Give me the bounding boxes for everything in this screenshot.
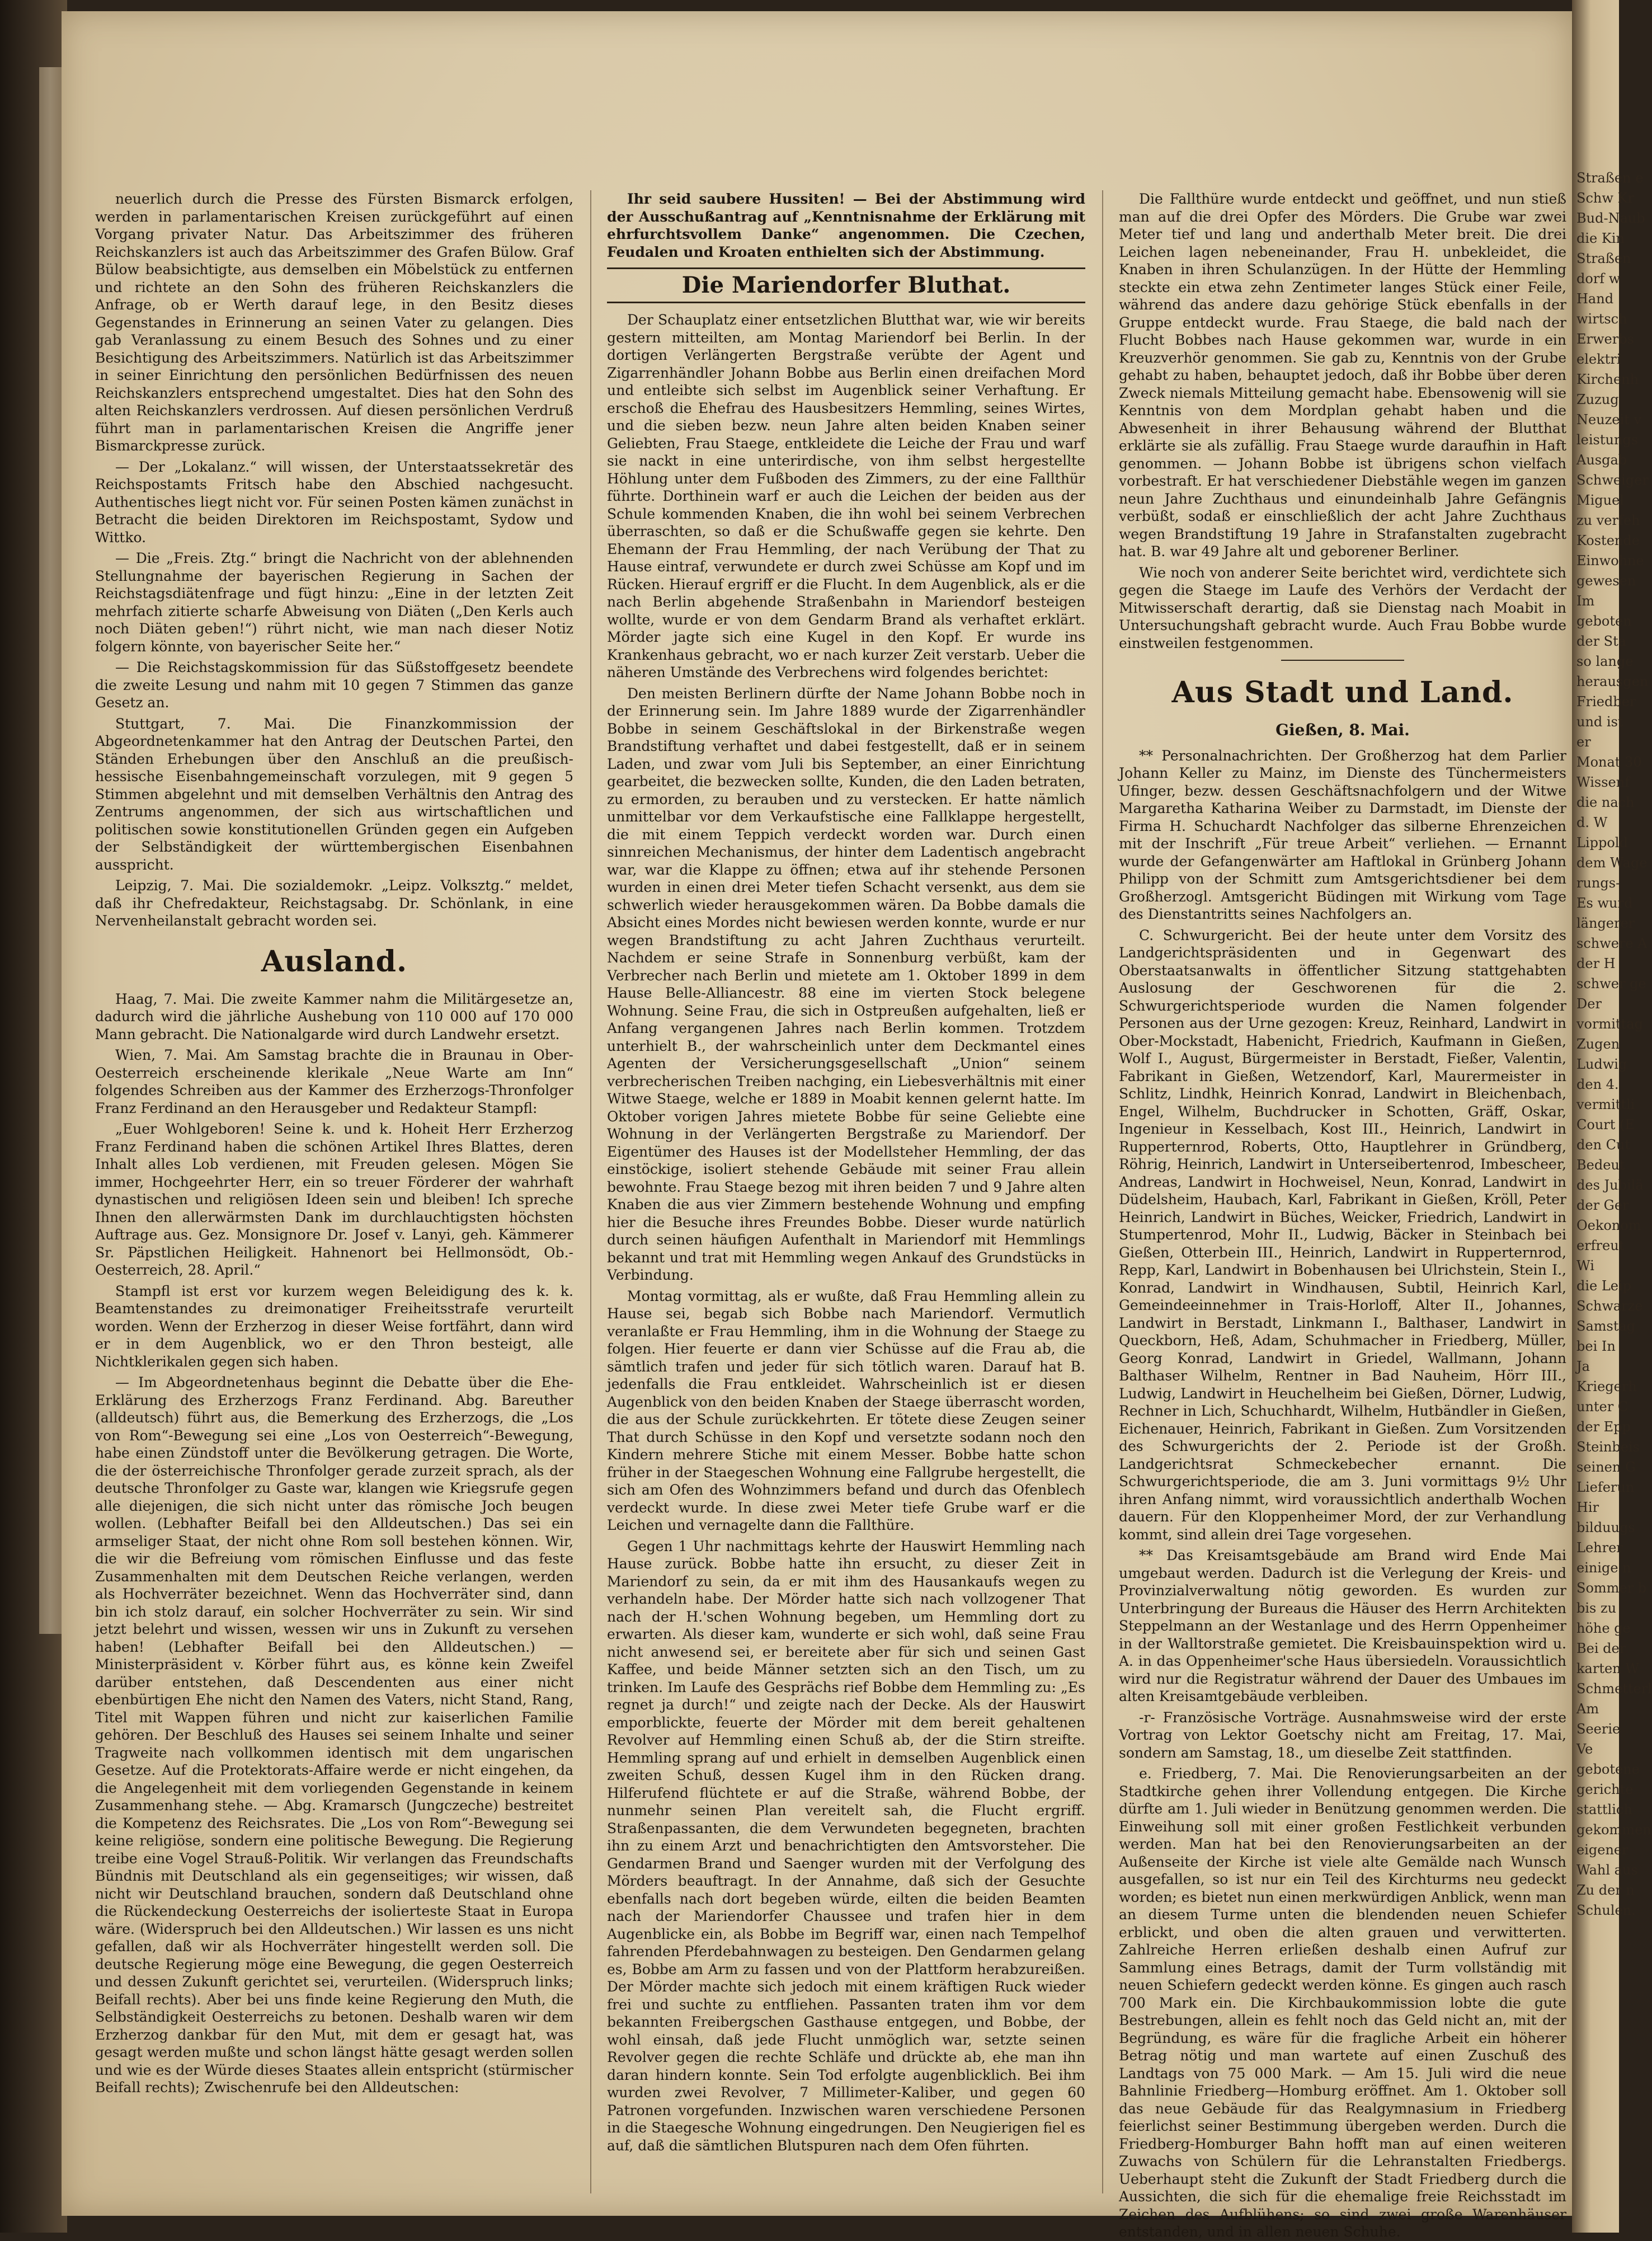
adjacent-page-line: der H xyxy=(1576,956,1616,971)
adjacent-page-line: Schmetterl xyxy=(1576,1681,1652,1697)
paragraph: C. Schwurgericht. Bei der heute unter dem Vorsitz des Landgerichtspräsidenten und in Gegenwart des Oberstaatsanwalts in öffentlicher Sitzung stattgehabten Auslosung der Geschworenen für die 2. Schwurgerichtsperiode wurden die Namen folgender Personen aus der Urne gezogen: Kreuz, Reinhard, Landwirt in Ober-Mockstadt, Habenicht, Friedrich, Kaufmann in Gießen, Wolf I., August, Bürgermeister in Berstadt, Fießer, Valentin, Fabrikant in Gießen, Wetzendorf, Karl, Maurermeister in Schlitz, Lindhk, Heinrich Konrad, Landwirt in Bleichenbach, Engel, Wilhelm, Buchdrucker in Schotten, Gräff, Oskar, Ingenieur in Kesselbach, Kost III., Heinrich, Landwirt in Rupperternrod, Roberts, Otto, Hauptlehrer in Gründberg, Röhrig, Heinrich, Landwirt in Unterseibertenrod, Imbescheer, Andreas, Landwirt in Hochweisel, Neun, Konrad, Landwirt in Düdelsheim, Haubach, Karl, Fabrikant in Gießen, Kröll, Peter Heinrich, Landwirt in Büches, Weicker, Friedrich, Landwirt in Stumpertenrod, Mohr II., Ludwig, Bäcker in Steinbach bei Gießen, Otterbein III., Heinrich, Landwirt in Rupperternrod, Repp, Karl, Landwirt in Bobenhausen bei Ulrichstein, Stein I., Konrad, Landwirt in Windhausen, Subtil, Heinrich Karl, Gemeindeeinnehmer in Trais-Horloff, Alter II., Johannes, Landwirt in Berstadt, Linkmann I., Balthaser, Landwirt in Queckborn, Heß, Adam, Schuhmacher in Friedberg, Müller, Georg Konrad, Landwirt in Griedel, Wallmann, Johann Balthaser Wilhelm, Rentner in Bad Nauheim, Hörr III., Ludwig, Landwirt in Heuchelheim bei Gießen, Dörner, Ludwig, Rechner in Lich, Schuchhardt, Wilhelm, Hutbändler in Gießen, Eichenauer, Heinrich, Fabrikant in Gießen. Zum Vorsitzenden des Schwurgerichts der 2. Periode ist der Großh. Landgerichtsrat Schmeckebecher ernannt. Die Schwurgerichtsperiode, die am 3. Juni vormittags 9½ Uhr ihren Anfang nimmt, wird voraussichtlich anderthalb Wochen dauern. Für den Kloppenheimer Mord, der zur Verhandlung kommt, sind allein drei Tage vorgesehen. xyxy=(1119,927,1566,1543)
column-3-paragraphs xyxy=(1119,190,1566,652)
paragraph: -r- Französische Vorträge. Ausnahmsweise wird der erste Vortrag von Lektor Goetschy nicht am Freitag, 17. Mai, sondern am Samstag, 18., um dieselbe Zeit stattfinden. xyxy=(1119,1709,1566,1761)
adjacent-page-line: Zu der n xyxy=(1576,1882,1635,1898)
column-1 xyxy=(95,190,573,2205)
adjacent-page-line: Kriegerh xyxy=(1576,1379,1637,1394)
column-1-paragraphs xyxy=(95,190,573,930)
adjacent-page-line: eigener xyxy=(1576,1842,1629,1858)
adjacent-page-line: Bei der xyxy=(1576,1641,1626,1656)
adjacent-page-line: Der xyxy=(1576,996,1602,1012)
column-2 xyxy=(607,190,1085,2205)
adjacent-page-line: längerer xyxy=(1576,915,1635,931)
adjacent-page-line: d. W xyxy=(1576,815,1608,830)
adjacent-page-line: Bedeut xyxy=(1576,1157,1625,1173)
adjacent-page-line: Ausgab xyxy=(1576,452,1627,468)
adjacent-page-line: er xyxy=(1576,734,1591,750)
adjacent-page-text xyxy=(1572,0,1652,1920)
column-divider-1 xyxy=(590,190,591,2193)
adjacent-page-line: Es wurd xyxy=(1576,895,1633,911)
newspaper-page xyxy=(62,11,1572,2240)
adjacent-page-line: Lehrer xyxy=(1576,1540,1623,1556)
adjacent-page-line: Erwerbs xyxy=(1576,331,1634,347)
adjacent-page-line: Lieferun xyxy=(1576,1479,1635,1495)
adjacent-page-line: Lippold xyxy=(1576,835,1628,851)
adjacent-page-line: die Leip xyxy=(1576,1278,1632,1294)
paragraph: Stuttgart, 7. Mai. Die Finanzkommission der Abgeordnetenkammer hat den Antrag der Deutschen Partei, den Ständen Erhebungen über den Anschluß an die preußisch-hessische Eisenbahngemeinschaft vorzulegen, mit 9 gegen 5 Stimmen abgelehnt und mit demselben Verhältnis den Antrag des Zentrums angenommen, der sich aus wirtschaftlichen und politischen sowie konstitutionellen Gründen gegen ein Aufgeben der Selbständigkeit der württembergischen Eisenbahnen ausspricht. xyxy=(95,715,573,873)
adjacent-page-line: gewesen xyxy=(1576,573,1636,589)
paragraph: Gegen 1 Uhr nachmittags kehrte der Hauswirt Hemmling nach Hause zurück. Bobbe hatte ihn ersucht, zu dieser Zeit in Mariendorf zu sein, da er mit ihm des Hausankaufs wegen zu verhandeln habe. Der Mörder hatte sich nach vollzogener That nach der H.'schen Wohnung begeben, um Hemmling dort zu erwarten. Als dieser kam, wunderte er sich wohl, daß seine Frau nicht anwesend sei, er bereitete aber für sich und seinen Gast Kaffee, und beide Männer setzten sich an den Tisch, um zu trinken. Im Laufe des Gesprächs rief Bobbe dem Hemmling zu: „Es regnet ja durch!“ und zeigte nach der Decke. Als der Hauswirt emporblickte, feuerte der Mörder mit dem bereit gehaltenen Revolver auf Hemmling einen Schuß ab, der die Stirn streifte. Hemmling sprang auf und erhielt in demselben Augenblick einen zweiten Schuß, dessen Kugel ihm in den Rücken drang. Hilferufend flüchtete er auf die Straße, während Bobbe, der nunmehr seinen Plan vereitelt sah, die Flucht ergriff. Straßenpassanten, die dem Verwundeten begegneten, brachten ihn zu einem Arzt und benachrichtigten den Amtsvorsteher. Die Gendarmen Brand und Saenger wurden mit der Verfolgung des Mörders beauftragt. In der Annahme, daß sich der Gesuchte ebenfalls nach dort begeben würde, eilten die beiden Beamten nach der Mariendorfer Chaussee und trafen hier in dem Augenblicke ein, als Bobbe im Begriff war, einen nach Tempelhof fahrenden Pferdebahnwagen zu besteigen. Den Gendarmen gelang es, Bobbe am Arm zu fassen und von der Plattform herabzureißen. Der Mörder machte sich jedoch mit einem kräftigen Ruck wieder frei und suchte zu entfliehen. Passanten traten ihm vor dem bekannten Freibergschen Gasthause entgegen, und Bobbe, der wohl einsah, daß jede Flucht unmöglich war, setzte seinen Revolver gegen die rechte Schläfe und drückte ab, ehe man ihn daran hindern konnte. Sein Tod erfolgte augenblicklich. Bei ihm wurden zwei Revolver, 7 Millimeter-Kaliber, und gegen 60 Patronen vorgefunden. Inzwischen waren verschiedene Personen in die Staegesche Wohnung eingedrungen. Den Neugierigen fiel es auf, daß die sämtlichen Blutspuren nach dem Ofen führten. xyxy=(607,1538,1085,2154)
adjacent-page-line: gekommen xyxy=(1576,1822,1651,1838)
adjacent-page-line: Wissenf xyxy=(1576,774,1630,790)
separator-rule xyxy=(1281,660,1404,661)
adjacent-page-line: geboten xyxy=(1576,613,1632,629)
adjacent-page-line: vermittli xyxy=(1576,1097,1635,1112)
adjacent-page-line: einige n xyxy=(1576,1560,1631,1576)
paragraph: Stampfl ist erst vor kurzem wegen Beleidigung des k. k. Beamtenstandes zu dreimonatiger Freiheitsstrafe verurteilt worden. Wenn der Erzherzog in dieser Weise fortfährt, dann wird er in dem Augenblick, wo er den Thron besteigt, alle Nichtklerikalen gegen sich haben. xyxy=(95,1282,573,1370)
adjacent-page-line: rungs- xyxy=(1576,875,1621,891)
paragraph: — Die Reichstagskommission für das Süßstoffgesetz beendete die zweite Lesung und nahm mit 10 gegen 7 Stimmen das ganze Gesetz an. xyxy=(95,659,573,711)
adjacent-page-line: karten W xyxy=(1576,1661,1639,1676)
paragraph: — Der „Lokalanz.“ will wissen, der Unterstaatssekretär des Reichspostamts Fritsch habe den Abschied nachgesucht. Authentisches liegt nicht vor. Für seinen Posten kämen zunächst in Betracht die beiden Direktoren im Reichspostamt, Sydow und Wittko. xyxy=(95,458,573,546)
adjacent-page-line: schwere A xyxy=(1576,936,1648,951)
ausland-paragraphs xyxy=(95,990,573,2097)
adjacent-page-line: Schulen. xyxy=(1576,1902,1636,1918)
paragraph: ** Personalnachrichten. Der Großherzog hat dem Parlier Johann Keller zu Mainz, im Dienste des Tünchermeisters Ufinger, bezw. dessen Geschäftsnachfolgern und der Witwe Margaretha Katharina Weiber zu Darmstadt, im Dienste der Firma H. Schuchardt Nachfolger das silberne Ehrenzeichen mit der Inschrift „Für treue Arbeit“ verliehen. — Ernannt wurde der Gefangenwärter am Haftlokal in Grünberg Johann Philipp von der Schmitt zum Amtsgerichtsdiener bei dem Großherzogl. Amtsgericht Büdingen mit Wirkung vom Tage des Dienstantritts seines Nachfolgers an. xyxy=(1119,747,1566,922)
paragraph: — Im Abgeordnetenhaus beginnt die Debatte über die Ehe-Erklärung des Erzherzogs Franz Ferdinand. Abg. Bareuther (alldeutsch) führt aus, die Bemerkung des Erzherzogs, die „Los von Rom“-Bewegung sei eine „Los von Oesterreich“-Bewegung, habe einen Zündstoff unter die Bevölkerung getragen. Die Worte, die der österreichische Thronfolger gerade zurzeit sprach, als der deutsche Thronfolger zu Gaste war, klangen wie Kriegsrufe gegen alle diejenigen, die sich nicht unter das römische Joch beugen wollen. (Lebhafter Beifall bei den Alldeutschen.) Das sei ein armseliger Staat, der nicht ohne Rom soll bestehen können. Wir, die wir die Befreiung vom römischen Einflusse und das feste Zusammenhalten mit dem Deutschen Reiche verlangen, werden als Hochverräter bezeichnet. Wenn das Hochverräter sind, dann bin ich stolz darauf, ein solcher Hochverräter zu sein. Wir sind jetzt belehrt und wissen, wessen wir uns in Zukunft zu versehen haben! (Lebhafter Beifall bei den Alldeutschen.) — Ministerpräsident v. Körber führt aus, es könne kein Zweifel darüber entstehen, daß Descendenten aus einer nicht ebenbürtigen Ehe nicht den Namen des Vaters, nicht Stand, Rang, Titel mit Wappen führen und nicht zur kaiserlichen Familie gehören. Der Beschluß des Hauses sei seinem Inhalte und seiner Tragweite nach vollkommen identisch mit dem ungarischen Gesetze. Auf die Protektorats-Affaire werde er nicht eingehen, da die Angelegenheit mit dem vorliegenden Gegenstande in keinem Zusammenhang stehe. — Abg. Kramarsch (Jungczeche) bestreitet die Kompetenz des Reichsrates. Die „Los von Rom“-Bewegung sei keine religiöse, sondern eine politische Bewegung. Die Regierung treibe eine Vogel Strauß-Politik. Wir verlangen das Freundschafts Bündnis mit Deutschland als ein gegenseitiges; wir wissen, daß nicht wir Deutschland brauchen, sondern daß Deutschland ohne die Rückendeckung Oesterreichs der isolierteste Staat in Europa wäre. (Widerspruch bei den Alldeutschen.) Wir lassen es uns nicht gefallen, daß wir als Hochverräter hingestellt werden soll. Die deutsche Regierung möge eine Bewegung, die gegen Oesterreich und dessen Zukunft gerichtet sei, verurteilen. (Widerspruch links; Beifall rechts). Aber bei uns finde keine Regierung den Muth, die Selbständigkeit Oesterreichs zu betonen. Deshalb waren wir dem Erzherzog dankbar für den Mut, mit dem er gesagt hat, was gesagt werden mußte und schon längst hätte gesagt werden sollen und wie es der Würde dieses Staates allein entspricht (stürmischer Beifall rechts); Zwischenrufe bei den Alldeutschen: xyxy=(95,1374,573,2096)
adjacent-page-line: die nach xyxy=(1576,795,1635,810)
paragraph: Leipzig, 7. Mai. Die sozialdemokr. „Leipz. Volksztg.“ meldet, daß ihr Chefredakteur, Reichstagsabg. Dr. Schönlank, in eine Nervenheilanstalt gebracht worden sei. xyxy=(95,877,573,929)
adjacent-page-line: gebotene xyxy=(1576,1761,1640,1777)
adjacent-page-line: die Kin xyxy=(1576,231,1625,246)
article-title-mariendorfer-bluthat: Die Mariendorfer Bluthat. xyxy=(607,267,1085,303)
paragraph: — Die „Freis. Ztg.“ bringt die Nachricht von der ablehnenden Stellungnahme der bayerischen Regierung in Sachen der Reichstagsdiätenfrage und fügt hinzu: „Eine in der letzten Zeit mehrfach zitierte scharfe Abweisung von Diäten („Den Kerls auch noch Diäten geben!“) rührt nicht, wie man nach dieser Notiz folgern könnte, von bayerischer Seite her.“ xyxy=(95,550,573,655)
adjacent-page-line: vormittag xyxy=(1576,1016,1643,1032)
adjacent-page-line: Ve xyxy=(1576,1741,1593,1757)
adjacent-page-line: Miguel xyxy=(1576,492,1624,508)
adjacent-page-line: Ja xyxy=(1576,1359,1590,1374)
adjacent-page-line: Hir xyxy=(1576,1500,1599,1515)
adjacent-page-line: der Epp xyxy=(1576,1419,1631,1435)
adjacent-page-line: Zugen xyxy=(1576,1036,1620,1052)
adjacent-page-line: Seerie xyxy=(1576,1721,1621,1737)
adjacent-page-line: Court (E xyxy=(1576,1117,1635,1133)
paragraph: ** Das Kreisamtsgebäude am Brand wird Ende Mai umgebaut werden. Dadurch ist die Verlegung der Kreis- und Provinzialverwaltung nötig geworden. Es wurden zur Unterbringung der Bureaus die Häuser des Herrn Architekten Steppelmann an der Westanlage und des Herrn Oppenheimer in der Walltorstraße gemietet. Die Kreisbauinspektion wird u. A. in das Oppenheimer'sche Haus übersiedeln. Voraussichtlich wird nur die Registratur während der Dauer des Umbaues im alten Kreisamtgebäude verbleiben. xyxy=(1119,1547,1566,1704)
adjacent-page-line: dem Wage xyxy=(1576,855,1648,871)
adjacent-page-line: und ist xyxy=(1576,714,1623,730)
adjacent-page-line: des Jubilä xyxy=(1576,1177,1644,1193)
adjacent-page-line: Sommer b xyxy=(1576,1580,1647,1596)
adjacent-page-line: Kirchenh xyxy=(1576,372,1639,387)
adjacent-page-line: bei In xyxy=(1576,1338,1616,1354)
adjacent-page-line: Kostende xyxy=(1576,533,1640,548)
column-divider-2 xyxy=(1102,190,1103,2193)
paragraph: neuerlich durch die Presse des Fürsten Bismarck erfolgen, werden in parlamentarischen Kreisen zurückgeführt auf einen Vorgang privater Natur. Das Arbeitszimmer des früheren Reichskanzlers ist auch das Arbeitszimmer des Grafen Bülow. Graf Bülow beabsichtigte, aus demselben ein Möbelstück zu entfernen und richtete an den Sohn des früheren Reichskanzlers die Anfrage, ob er Werth darauf lege, in den Besitz dieses Gegenstandes in Erinnerung an seinen Vater zu gelangen. Dies gab Veranlassung zu einem Besuch des Sohnes und zu einer Besichtigung des Arbeitszimmers. Natürlich ist das Arbeitszimmer in seiner Einrichtung den persönlichen Bedürfnissen des neuen Reichskanzlers entsprechend umgestaltet. Dies hat den Sohn des alten Reichskanzlers verdrossen. Auf diesen persönlichen Verdruß führt man in parlamentarischen Kreisen die Angriffe jener Bismarckpresse zurück. xyxy=(95,191,573,454)
adjacent-page-line: Steinbeis xyxy=(1576,1439,1640,1455)
adjacent-page-line: Wi xyxy=(1576,1258,1594,1274)
adjacent-page-line: der Ger xyxy=(1576,1197,1629,1213)
adjacent-page-line: Oekonom xyxy=(1576,1218,1641,1233)
paragraph: Wie noch von anderer Seite berichtet wird, verdichtete sich gegen die Staege im Laufe des Verhörs der Verdacht der Mitwisserschaft derartig, daß sie Dienstag nach Moabit in Untersuchungshaft gebracht wurde. Auch Frau Bobbe wurde einstweilen festgenommen. xyxy=(1119,564,1566,651)
adjacent-page-line: Wahl aus xyxy=(1576,1862,1638,1878)
adjacent-page-line: stattlich xyxy=(1576,1802,1632,1817)
adjacent-page-line: zu verfeh xyxy=(1576,513,1640,528)
adjacent-page-line: Schweiger xyxy=(1576,472,1649,488)
adjacent-page-line: unter C xyxy=(1576,1399,1629,1415)
adjacent-page-line: Straßen xyxy=(1576,251,1631,266)
page-stack-edge xyxy=(39,67,62,1634)
adjacent-page-line: gerichte xyxy=(1576,1782,1634,1797)
adjacent-page-line: seinen G xyxy=(1576,1459,1636,1475)
stadt-und-land-paragraphs xyxy=(1119,747,1566,2241)
paragraph: Den meisten Berlinern dürfte der Name Johann Bobbe noch in der Erinnerung sein. Im Jahre 1889 wurde der Zigarrenhändler Bobbe in seinem Geschäftslokal in der Birkenstraße wegen Brandstiftung verhaftet und dabei festgestellt, daß er in seinem Laden, und zwar vom Juli bis September, an einer Einrichtung gearbeitet, die bezwecken sollte, Kunden, die den Laden betraten, zu ermorden, zu berauben und zu verstecken. Er hatte nämlich unmittelbar vor dem Verkaufstische eine Fallklappe hergestellt, die mit einem Teppich verdeckt worden war. Durch einen sinnreichen Mechanismus, der hinter dem Ladentisch angebracht war, war die Klappe zu öffnen; etwa auf ihr stehende Personen wurden in einen drei Meter tiefen Schacht versenkt, aus dem sie schwerlich wieder herausgekommen wären. Da Bobbe damals die Absicht eines Mordes nicht bewiesen werden konnte, wurde er nur wegen Brandstiftung zu acht Jahren Zuchthaus verurteilt. Nachdem er seine Strafe in Sonnenburg verbüßt, kam der Verbrecher nach Berlin und mietete am 1. Oktober 1899 in dem Hause Belle-Alliancestr. 88 eine im vierten Stock belegene Wohnung. Seine Frau, die sich in Ostpreußen aufgehalten, ließ er Anfang vergangenen Jahres nach Berlin kommen. Trotzdem unterhielt B., der wahrscheinlich unter dem Deckmantel eines Agenten der Versicherungsgesellschaft „Union“ seinem verbrecherischen Treiben nachging, ein Liebesverhältnis mit einer Witwe Staege, welche er 1889 in Moabit kennen gelernt hatte. Im Oktober vorigen Jahres mietete Bobbe für seine Geliebte eine Wohnung in der Verlängerten Bergstraße zu Mariendorf. Der Eigentümer des Hauses ist der Modellsteher Hemmling, der das einstöckige, isoliert stehende Gebäude mit seiner Frau allein bewohnte. Frau Staege bezog mit ihren beiden 7 und 9 Jahre alten Knaben die aus vier Zimmern bestehende Wohnung und empfing hier die Besuche ihres Freundes Bobbe. Dieser wurde natürlich durch seinen häufigen Aufenthalt in Mariendorf mit Hemmlings bekannt und trat mit Hemmling wegen Ankauf des Grundstücks in Verbindung. xyxy=(607,685,1085,1283)
adjacent-page-line: so lange xyxy=(1576,654,1634,669)
dateline-giessen: Gießen, 8. Mai. xyxy=(1276,721,1410,739)
paragraph: Montag vormittag, als er wußte, daß Frau Hemmling allein zu Hause sei, begab sich Bobbe nach Mariendorf. Vermutlich veranlaßte er Frau Hemmling, ihm in die Wohnung der Staege zu folgen. Hier feuerte er dann vier Schüsse auf die Frau ab, die sämtlich trafen und jeder für sich tötlich waren. Darauf hat B. jedenfalls die Frau entkleidet. Wahrscheinlich ist er diesen Augenblick von den beiden Knaben der Staege überrascht worden, die aus der Schule zurückkehrten. Er tötete diese Zeugen seiner That durch Schüsse in den Kopf und versetzte sodann noch den Kindern mehrere Stiche mit einem Messer. Bobbe hatte schon früher in der Staegeschen Wohnung eine Fallgrube hergestellt, die sich am Ofen des Wohnzimmers befand und durch das Ofenblech verdeckt wurde. In diese zwei Meter tiefe Grube warf er die Leichen und vernagelte dann die Fallthüre. xyxy=(607,1288,1085,1533)
column-3 xyxy=(1119,190,1566,2240)
paragraph: Haag, 7. Mai. Die zweite Kammer nahm die Militärgesetze an, dadurch wird die jährliche Aushebung von 110 000 auf 170 000 Mann gebracht. Die Nationalgarde wird durch Landwehr ersetzt. xyxy=(95,990,573,1042)
adjacent-page-line: erfreut xyxy=(1576,1238,1625,1253)
adjacent-page-line: Straßen e xyxy=(1576,170,1644,186)
paragraph: Wien, 7. Mai. Am Samstag brachte die in Braunau in Ober-Oesterreich erscheinende klerikale „Neue Warte am Inn“ folgendes Schreiben aus der Kammer des Erzherzogs-Thronfolger Franz Ferdinand an den Herausgeber und Redakteur Stampfl: xyxy=(95,1047,573,1116)
column-2-intro: Ihr seid saubere Hussiten! — Bei der Abstimmung wird der Ausschußantrag auf „Kenntnisnahme der Erklärung mit ehrfurchtsvollem Danke“ angenommen. Die Czechen, Feudalen und Kroaten enthielten sich der Abstimmung. xyxy=(607,191,1085,260)
adjacent-page-line: elektri xyxy=(1576,351,1621,367)
adjacent-page-line: Neuzeit v xyxy=(1576,412,1642,427)
book-binding-edge xyxy=(0,0,67,2233)
adjacent-page-line: wirtsch xyxy=(1576,311,1627,327)
adjacent-page-line: leistungs xyxy=(1576,432,1639,448)
adjacent-page-line: Im xyxy=(1576,593,1595,609)
paragraph: Die Fallthüre wurde entdeckt und geöffnet, und nun stieß man auf die drei Opfer des Mörders. Die Grube war zwei Meter tief und lang und anderthalb Meter breit. Die drei Leichen lagen nebeneinander, Frau H. unbekleidet, die Knaben in ihren Schulanzügen. In der Hütte der Hemmling steckte ein etwa zehn Zentimeter langes Stück einer Feile, während das andere dazu gehörige Stück ebenfalls in der Gruppe entdeckt wurde. Frau Staege, die bald nach der Flucht Bobbes nach Hause gekommen war, wurde in ein Kreuzverhör genommen. Sie gab zu, Kenntnis von der Grube gehabt zu haben, behauptet jedoch, daß ihr Bobbe über deren Zweck niemals Mitteilung gemacht habe. Ebensowenig will sie Kenntnis von dem Mordplan gehabt haben und die Abwesenheit in ihrer Behausung während der Blutthat erklärte sie als zufällig. Frau Staege wurde daraufhin in Haft genommen. — Johann Bobbe ist übrigens schon vielfach vorbestraft. Er hat verschiedener Diebstähle wegen im ganzen neun Jahre Zuchthaus und einundeinhalb Jahre Gefängnis verbüßt, sodaß er einschließlich der acht Jahre Zuchthaus wegen Brandstiftung 19 Jahre in Strafanstalten zugebracht hat. B. war 49 Jahre alt und geborener Berliner. xyxy=(1119,191,1566,560)
adjacent-page-line: Schw Kr xyxy=(1576,190,1634,206)
adjacent-page-line: Samstag xyxy=(1576,1318,1636,1334)
adjacent-page-line: Ludwig xyxy=(1576,1056,1627,1072)
adjacent-page-line: Zuzug xyxy=(1576,392,1619,407)
bluthat-paragraphs xyxy=(607,311,1085,2154)
adjacent-page-line: Hand xyxy=(1576,291,1614,307)
adjacent-page-line: der Sta xyxy=(1576,633,1627,649)
adjacent-page-line: Friedber xyxy=(1576,694,1636,710)
adjacent-page-line: schwer ge xyxy=(1576,976,1646,992)
adjacent-page-line: dorf w xyxy=(1576,271,1621,286)
section-title-ausland: Ausland. xyxy=(261,944,408,979)
adjacent-page-line: den Cut xyxy=(1576,1137,1631,1153)
adjacent-page-line: Einwohne xyxy=(1576,553,1644,569)
adjacent-page-line: bis zu xyxy=(1576,1600,1617,1616)
adjacent-page-line: den 4. xyxy=(1576,1077,1619,1092)
adjacent-page-line: bilduugs xyxy=(1576,1520,1635,1535)
adjacent-page-strip xyxy=(1572,0,1652,2233)
adjacent-page-line: herausgen xyxy=(1576,674,1649,689)
adjacent-page-line: Bud-Naub xyxy=(1576,210,1645,226)
adjacent-page-line: Monat 30 xyxy=(1576,754,1642,770)
paragraph: e. Friedberg, 7. Mai. Die Renovierungsarbeiten an der Stadtkirche gehen ihrer Vollendung entgegen. Die Kirche dürfte am 1. Juli wieder in Benützung genommen werden. Die Einweihung soll mit einer großen Festlichkeit verbunden werden. Man hat bei den Renovierungsarbeiten an der Außenseite der Kirche ist viele alte Gemälde nach Wunsch ausgefallen, so ist nur ein Teil des Kirchturms neu gedeckt worden; es bietet nun einen merkwürdigen Anblick, wenn man an diesem Turme unten die blendenden neuen Schiefer erblickt, und oben die alten grauen und verwitterten. Zahlreiche Herren erließen deshalb einen Aufruf zur Sammlung eines Betrags, damit der Turm vollständig mit neuen Schiefern gedeckt werden könne. Es gingen auch rasch 700 Mark ein. Die Kirchbaukommission lobte die gute Bestrebungen, allein es fehlt noch das Geld nicht an, mit der Begründung, es wäre für die fragliche Arbeit ein höherer Betrag nötig und man wartete auf einen Zuschuß des Landtags von 75 000 Mark. — Am 15. Juli wird die neue Bahnlinie Friedberg—Homburg eröffnet. Am 1. Oktober soll das neue Gebäude für das Realgymnasium in Friedberg feierlichst seiner Bestimmung übergeben werden. Durch die Friedberg-Homburger Bahn hofft man auf einen weiteren Zuwachs von Schülern für die Lehranstalten Friedbergs. Ueberhaupt steht die Zukunft der Stadt Friedberg durch die Aussichten, die sich für die ehemalige freie Reichsstadt im Zeichen des Aufblühens; so sind zwei große Warenhäuser entstanden, und in allen neuen Schuhe. xyxy=(1119,1765,1566,2240)
adjacent-page-line: Schwarze xyxy=(1576,1298,1643,1314)
adjacent-page-line: höhe ge xyxy=(1576,1620,1631,1636)
paragraph: „Euer Wohlgeboren! Seine k. und k. Hoheit Herr Erzherzog Franz Ferdinand haben die schönen Artikel Ihres Blattes, deren Inhalt alles Lob verdienen, mit Freuden gelesen. Mögen Sie immer, Hochgeehrter Herr, ein so treuer Förderer der wahrhaft dynastischen und religiösen Ideen sein und bleiben! Ich spreche Ihnen den allerwärmsten Dank im durchlauchtigsten höchsten Auftrage aus. Gez. Monsignore Dr. Josef v. Lanyi, geh. Kämmerer Sr. Päpstlichen Heiligkeit. Hahnenort bei Hellmonsödt, Ob.-Oesterreich, 28. April.“ xyxy=(95,1121,573,1278)
paragraph: Der Schauplatz einer entsetzlichen Blutthat war, wie wir bereits gestern mitteilten, am Montag Mariendorf bei Berlin. In der dortigen Verlängerten Bergstraße verübte der Agent und Zigarrenhändler Johann Bobbe aus Berlin einen dreifachen Mord und entleibte sich selbst im Augenblick seiner Verhaftung. Er erschoß die Ehefrau des Hausbesitzers Hemmling, seines Wirtes, und die sieben bezw. neun Jahre alten beiden Knaben seiner Geliebten, Frau Staege, entkleidete die Leiche der Frau und warf sie nackt in eine unterirdische, von ihm selbst hergestellte Höhlung unter dem Fußboden des Zimmers, zu der eine Fallthür führte. Dorthinein warf er auch die Leichen der beiden aus der Schule kommenden Knaben, die ihn wohl bei seinem Verbrechen überraschten, so daß er die Schußwaffe gegen sie kehrte. Den Ehemann der Frau Hemmling, der nach Verübung der That zu Hause eintraf, verwundete er durch zwei Schüsse am Kopf und im Rücken. Hierauf ergriff er die Flucht. In dem Augenblick, als er die nach Berlin abgehende Straßenbahn in Mariendorf besteigen wollte, wurde er von dem Gendarm Brand als verhaftet erklärt. Mörder jagte sich eine Kugel in den Kopf. Er wurde ins Krankenhaus gebracht, wo er nach kurzer Zeit verstarb. Ueber die näheren Umstände des Verbrechens wird folgendes berichtet: xyxy=(607,312,1085,680)
section-title-aus-stadt-und-land: Aus Stadt und Land. xyxy=(1171,675,1514,710)
adjacent-page-line: Am xyxy=(1576,1701,1599,1717)
